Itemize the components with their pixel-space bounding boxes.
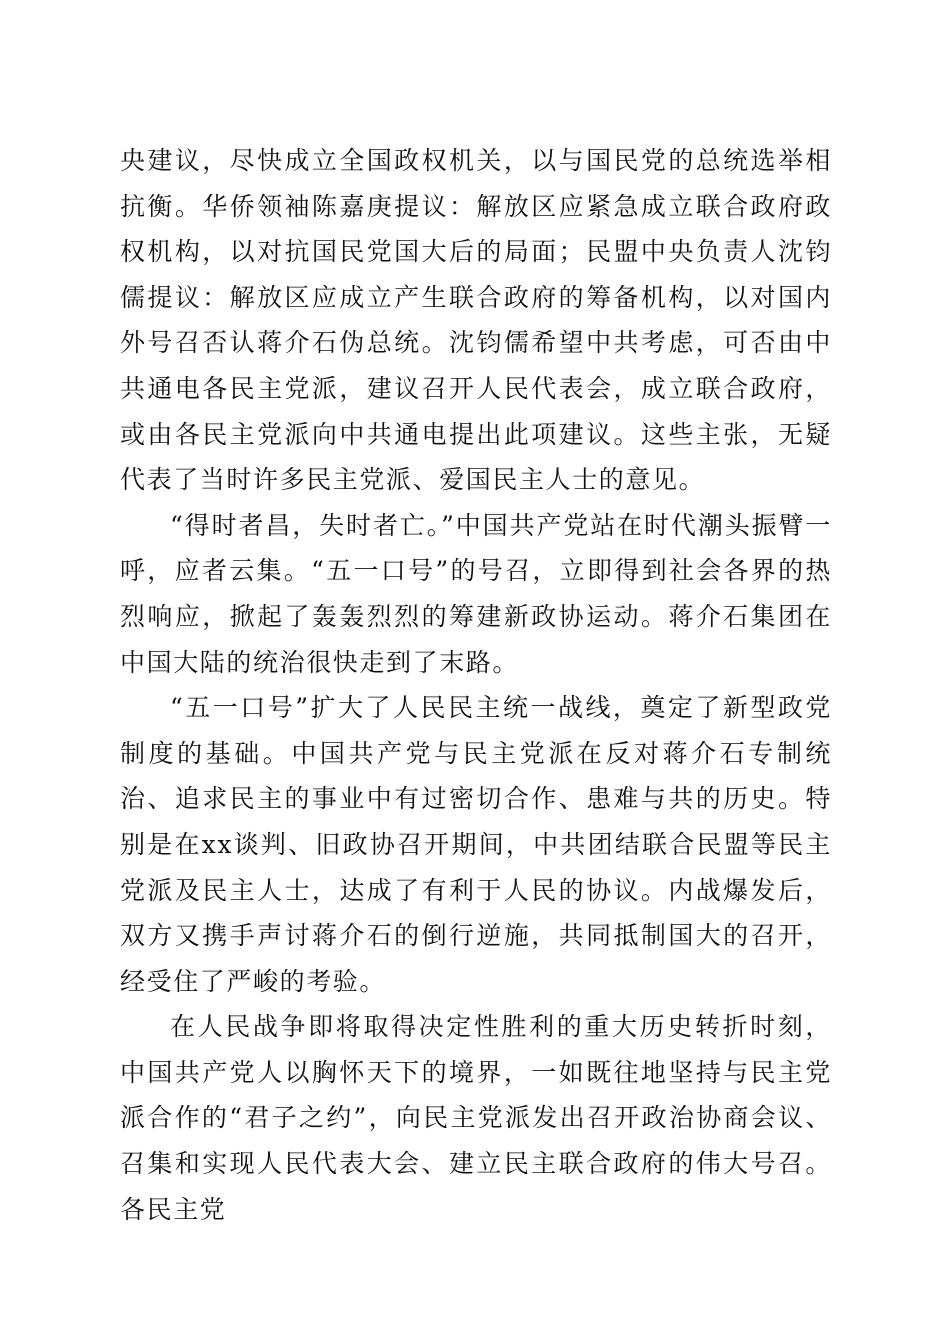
paragraph-4: 在人民战争即将取得决定性胜利的重大历史转折时刻，中国共产党人以胸怀天下的境界，一如既往地坚持与民主党派合作的“君子之约”，向民主党派发出召开政治协商会议、召集和实现人民代表大会、建立民主联合政府的伟大号召。各民主党: [120, 1012, 832, 1224]
paragraph-2: “得时者昌，失时者亡。”中国共产党站在时代潮头振臂一呼，应者云集。“五一口号”的号召，立即得到社会各界的热烈响应，掀起了轰轰烈烈的筹建新政协运动。蒋介石集团在中国大陆的统治很快走到了末路。: [120, 510, 832, 677]
paragraph-1: 央建议，尽快成立全国政权机关，以与国民党的总统选举相抗衡。华侨领袖陈嘉庚提议：解放区应紧急成立联合政府政权机构，以对抗国民党国大后的局面；民盟中央负责人沈钧儒提议：解放区应成立产生联合政府的筹备机构，以对国内外号召否认蒋介石伪总统。沈钧儒希望中共考虑，可否由中共通电各民主党派，建议召开人民代表会，成立联合政府，或由各民主党派向中共通电提出此项建议。这些主张，无疑代表了当时许多民主党派、爱国民主人士的意见。: [120, 146, 832, 495]
document-body: [120, 138, 832, 1232]
paragraph-3: “五一口号”扩大了人民民主统一战线，奠定了新型政党制度的基础。中国共产党与民主党派在反对蒋介石专制统治、追求民主的事业中有过密切合作、患难与共的历史。特别是在xx谈判、旧政协召开期间，中共团结联合民盟等民主党派及民主人士，达成了有利于人民的协议。内战爆发后，双方又携手声讨蒋介石的倒行逆施，共同抵制国大的召开，经受住了严峻的考验。: [120, 693, 832, 996]
